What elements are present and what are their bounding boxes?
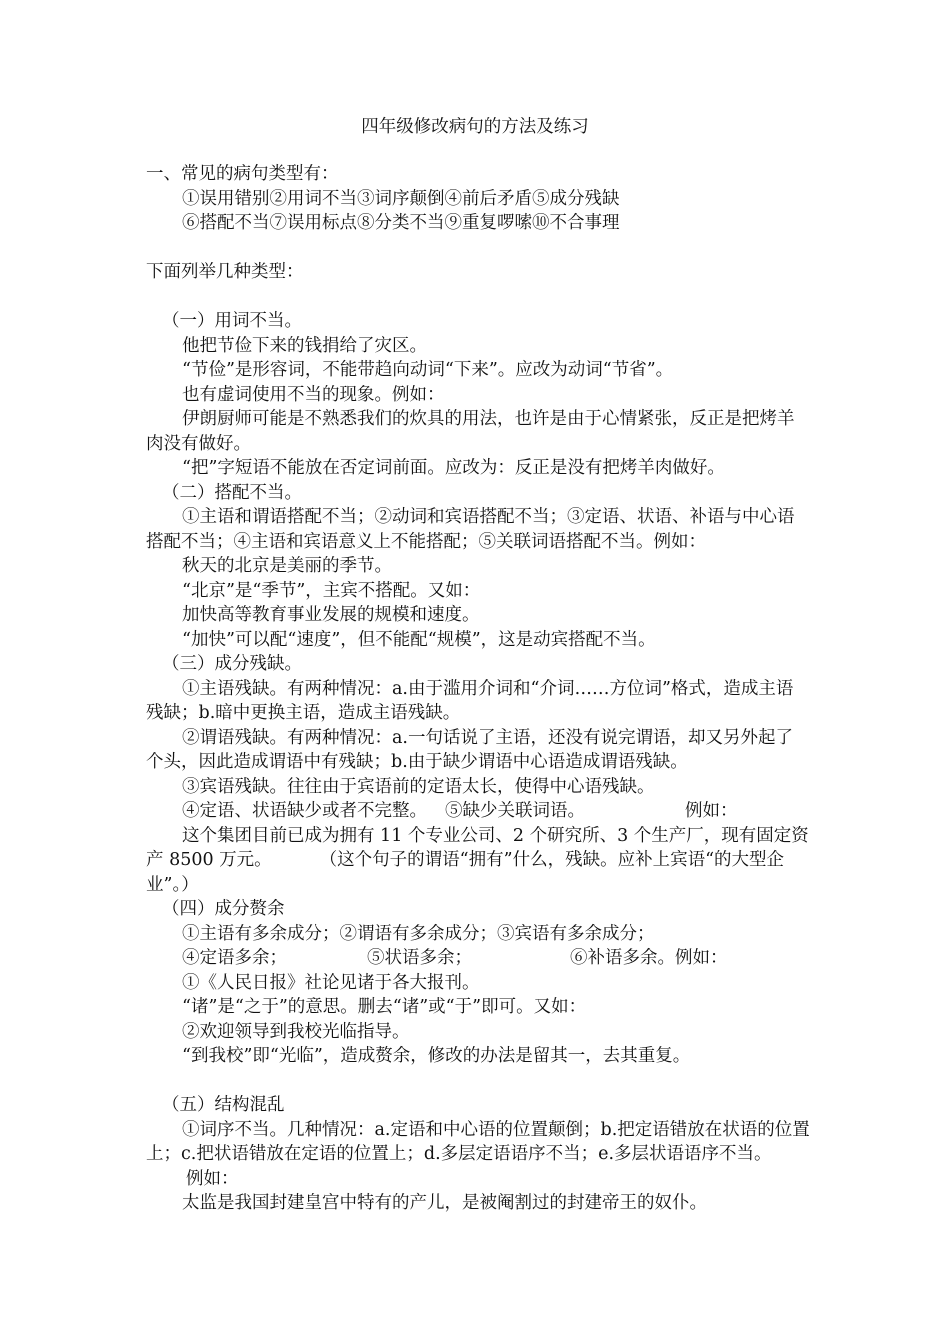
paragraph: 也有虚词使用不当的现象。例如：	[182, 384, 445, 405]
paragraph: ①主语有多余成分；②谓语有多余成分；③宾语有多余成分；	[182, 923, 655, 944]
text-span: ⑤缺少关联词语。	[445, 801, 585, 821]
paragraph	[146, 799, 810, 824]
paragraph: 他把节俭下来的钱捐给了灾区。	[182, 335, 427, 356]
paragraph: ①主语和谓语搭配不当；②动词和宾语搭配不当；③定语、状语、补语与中心语搭配不当；④主语和宾语意义上不能搭配；⑤关联词语搭配不当。例如：	[146, 507, 795, 552]
paragraph: 伊朗厨师可能是不熟悉我们的炊具的用法，也许是由于心情紧张，反正是把烤羊肉没有做好。	[146, 409, 795, 454]
text-span: ④定语多余；	[182, 948, 287, 968]
document-body	[146, 162, 810, 1216]
paragraph	[146, 824, 810, 898]
text-span: 例如：	[685, 801, 738, 821]
text-span: ④定语、状语缺少或者不完整。	[182, 801, 427, 821]
paragraph: 加快高等教育事业发展的规模和速度。	[182, 605, 480, 625]
text-span: ⑥补语多余。例如：	[570, 948, 728, 968]
paragraph: 秋天的北京是美丽的季节。	[182, 556, 392, 576]
heading-types: 一、常见的病句类型有：	[146, 164, 339, 184]
paragraph: ②谓语残缺。有两种情况：a.一句话说了主语，还没有说完谓语，却又另外起了个头，因此造成谓语中有残缺；b.由于缺少谓语中心语造成谓语残缺。	[146, 727, 793, 772]
paragraph: “加快”可以配“速度”，但不能配“规模”，这是动宾搭配不当。	[182, 629, 656, 650]
section-4-heading: （四）成分赘余	[162, 899, 285, 919]
paragraph: “节俭”是形容词，不能带趋向动词“下来”。应改为动词“节省”。	[182, 360, 674, 380]
section-5-heading: （五）结构混乱	[162, 1095, 285, 1115]
paragraph: ①《人民日报》社论见诸于各大报刊。	[182, 972, 480, 993]
paragraph: “到我校”即“光临”，造成赘余，修改的办法是留其一，去其重复。	[182, 1046, 691, 1066]
paragraph: “诸”是“之于”的意思。删去“诸”或“于”即可。又如：	[182, 997, 587, 1017]
paragraph	[146, 1118, 810, 1192]
intro-text: 下面列举几种类型：	[146, 262, 304, 282]
section-3-heading: （三）成分残缺。	[162, 654, 302, 674]
section-2-heading: （二）搭配不当。	[162, 482, 302, 503]
text-span: ①词序不当。几种情况：a.定语和中心语的位置颠倒；b.把定语错放在状语的位置上；c.把状语错放在定语的位置上；d.多层定语语序不当；e.多层状语语序不当。	[146, 1119, 810, 1164]
paragraph: ①主语残缺。有两种情况：a.由于滥用介词和“介词……方位词”格式，造成主语残缺；b.暗中更换主语，造成主语残缺。	[146, 678, 794, 723]
types-line-1: ①误用错别②用词不当③词序颠倒④前后矛盾⑤成分残缺	[182, 188, 620, 209]
paragraph: “把”字短语不能放在否定词前面。应改为：反正是没有把烤羊肉做好。	[182, 458, 725, 478]
text-span: ⑤状语多余；	[367, 948, 472, 968]
section-1-heading: （一）用词不当。	[162, 311, 302, 331]
paragraph: ②欢迎领导到我校光临指导。	[182, 1021, 410, 1042]
paragraph: “北京”是“季节”，主宾不搭配。又如：	[182, 580, 481, 601]
paragraph: 太监是我国封建皇宫中特有的产儿，是被阉割过的封建帝王的奴仆。	[182, 1193, 707, 1213]
text-span: （这个句子的谓语“拥有”什么，残缺。应补上宾语“的大型企业”。）	[146, 850, 785, 895]
types-line-2: ⑥搭配不当⑦误用标点⑧分类不当⑨重复啰嗦⑩不合事理	[182, 213, 620, 233]
text-span: 这个集团目前已成为拥有 11 个专业公司、2 个研究所、3 个生产厂，现有固定资产 8500 万元。	[146, 825, 809, 870]
paragraph: ③宾语残缺。往往由于宾语前的定语太长，使得中心语残缺。	[182, 776, 655, 797]
text-span: 例如：	[186, 1168, 239, 1189]
document-title: 四年级修改病句的方法及练习	[361, 117, 589, 137]
paragraph	[146, 946, 810, 971]
